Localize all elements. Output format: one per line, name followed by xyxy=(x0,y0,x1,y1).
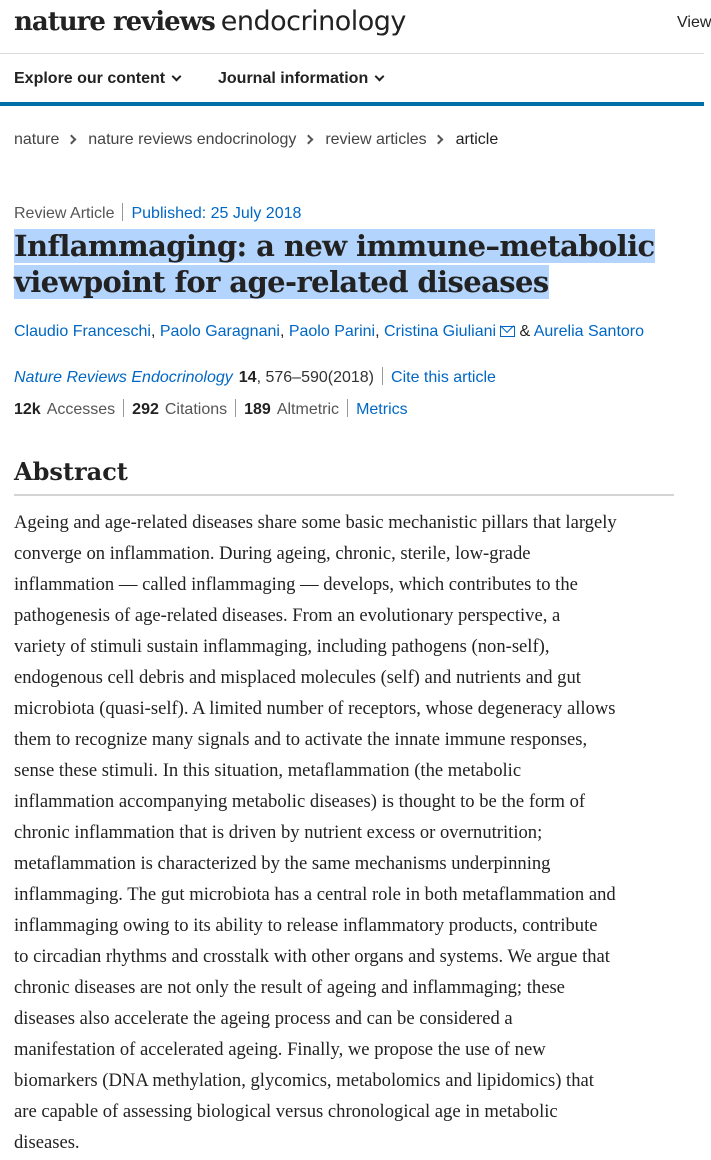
nav-journal-information[interactable] xyxy=(218,70,383,88)
nav-journal-label: Journal information xyxy=(218,70,369,87)
abstract-line: metaflammation is characterized by the same mechanisms underpinning xyxy=(14,853,551,874)
author-separator: & xyxy=(515,323,534,340)
altmetric-count: 189 xyxy=(244,401,271,418)
abstract-line: manifestation of accelerated ageing. Finally, we propose the use of new xyxy=(14,1039,546,1060)
abstract-heading: Abstract xyxy=(14,457,128,486)
citations-label: Citations xyxy=(164,401,228,418)
chevron-down-icon xyxy=(375,72,385,82)
author-separator: , xyxy=(279,323,289,340)
metrics-row xyxy=(14,399,408,419)
divider xyxy=(347,399,348,417)
published-date[interactable]: Published: 25 July 2018 xyxy=(131,205,302,222)
accesses-count: 12k xyxy=(14,401,41,418)
article-type: Review Article xyxy=(14,205,115,222)
abstract-line: Ageing and age-related diseases share some basic mechanistic pillars that largely xyxy=(14,512,617,533)
title-line-2: viewpoint for age-related diseases xyxy=(14,265,549,299)
logo-light-text: endocrinology xyxy=(220,6,406,37)
citations-count: 292 xyxy=(132,401,159,418)
author-separator: , xyxy=(375,323,384,340)
article-title xyxy=(14,228,694,300)
abstract-line: to circadian rhythms and crosstalk with other organs and systems. We argue that xyxy=(14,946,610,967)
abstract-line: biomarkers (DNA methylation, glycomics, metabolomics and lipidomics) that xyxy=(14,1070,594,1091)
chevron-right-icon xyxy=(66,134,76,144)
author-link[interactable]: Cristina Giuliani xyxy=(384,323,497,340)
chevron-down-icon xyxy=(172,72,182,82)
abstract-line: variety of stimuli sustain inflammaging, including pathogens (non-self), xyxy=(14,636,550,657)
abstract-line: them to recognize many signals and to activate the innate immune responses, xyxy=(14,729,588,750)
main-nav xyxy=(0,54,704,106)
article-meta xyxy=(14,203,301,223)
abstract-line: inflammation — called inflammaging — develops, which contributes to the xyxy=(14,574,578,595)
breadcrumb-nature[interactable]: nature xyxy=(14,131,60,148)
abstract-line: inflammaging. The gut microbiota has a central role in both metaflammation and xyxy=(14,884,616,905)
nav-explore-content[interactable] xyxy=(14,70,180,88)
breadcrumb-current: article xyxy=(455,131,499,148)
citation-row xyxy=(14,367,496,387)
abstract-line: chronic inflammation that is driven by nutrient excess or overnutrition; xyxy=(14,822,543,843)
abstract-text xyxy=(14,507,682,1158)
title-line-1: Inflammaging: a new immune–metabolic xyxy=(14,229,655,263)
abstract-line: chronic diseases are not only the result of ageing and inflammaging; these xyxy=(14,977,565,998)
journal-name-link[interactable]: Nature Reviews Endocrinology xyxy=(14,369,233,386)
author-link[interactable]: Aurelia Santoro xyxy=(533,323,645,340)
author-link[interactable]: Paolo Parini xyxy=(288,323,376,340)
abstract-divider xyxy=(14,494,674,496)
metrics-link[interactable]: Metrics xyxy=(356,401,408,418)
accesses-label: Accesses xyxy=(46,401,116,418)
abstract-line: microbiota (quasi-self). A limited number of receptors, whose degeneracy allows xyxy=(14,698,616,719)
view-link[interactable]: View xyxy=(677,14,711,31)
divider xyxy=(123,399,124,417)
abstract-line: inflammation accompanying metabolic diseases) is thought to be the form of xyxy=(14,791,586,812)
abstract-line: diseases also accelerate the ageing process and can be considered a xyxy=(14,1008,513,1029)
nav-explore-label: Explore our content xyxy=(14,70,166,87)
author-link[interactable]: Claudio Franceschi xyxy=(14,323,151,340)
abstract-line: endogenous cell debris and misplaced molecules (self) and nutrients and gut xyxy=(14,667,581,688)
site-header xyxy=(0,0,711,54)
abstract-line: sense these stimuli. In this situation, metaflammation (the metabolic xyxy=(14,760,522,781)
breadcrumb-review-articles[interactable]: review articles xyxy=(325,131,427,148)
chevron-right-icon xyxy=(434,134,444,144)
altmetric-label: Altmetric xyxy=(276,401,340,418)
abstract-line: diseases. xyxy=(14,1132,80,1153)
divider xyxy=(382,367,383,385)
abstract-line: are capable of assessing biological versus chronological age in metabolic xyxy=(14,1101,558,1122)
abstract-line: converge on inflammation. During ageing, chronic, sterile, low-grade xyxy=(14,543,531,564)
mail-icon[interactable] xyxy=(500,326,515,337)
journal-logo[interactable] xyxy=(14,4,406,44)
divider xyxy=(235,399,236,417)
author-link[interactable]: Paolo Garagnani xyxy=(159,323,280,340)
author-separator: , xyxy=(150,323,160,340)
pages-year: , 576–590(2018) xyxy=(256,369,375,386)
breadcrumb-journal[interactable]: nature reviews endocrinology xyxy=(88,131,297,148)
chevron-right-icon xyxy=(303,134,313,144)
logo-bold-text: nature reviews xyxy=(14,7,215,37)
abstract-line: inflammaging owing to its ability to release inflammatory products, contribute xyxy=(14,915,598,936)
breadcrumb xyxy=(14,131,498,149)
author-list xyxy=(14,323,644,341)
cite-this-article-link[interactable]: Cite this article xyxy=(391,369,496,386)
divider xyxy=(122,203,123,221)
volume-number: 14 xyxy=(238,369,257,386)
abstract-line: pathogenesis of age-related diseases. From an evolutionary perspective, a xyxy=(14,605,561,626)
